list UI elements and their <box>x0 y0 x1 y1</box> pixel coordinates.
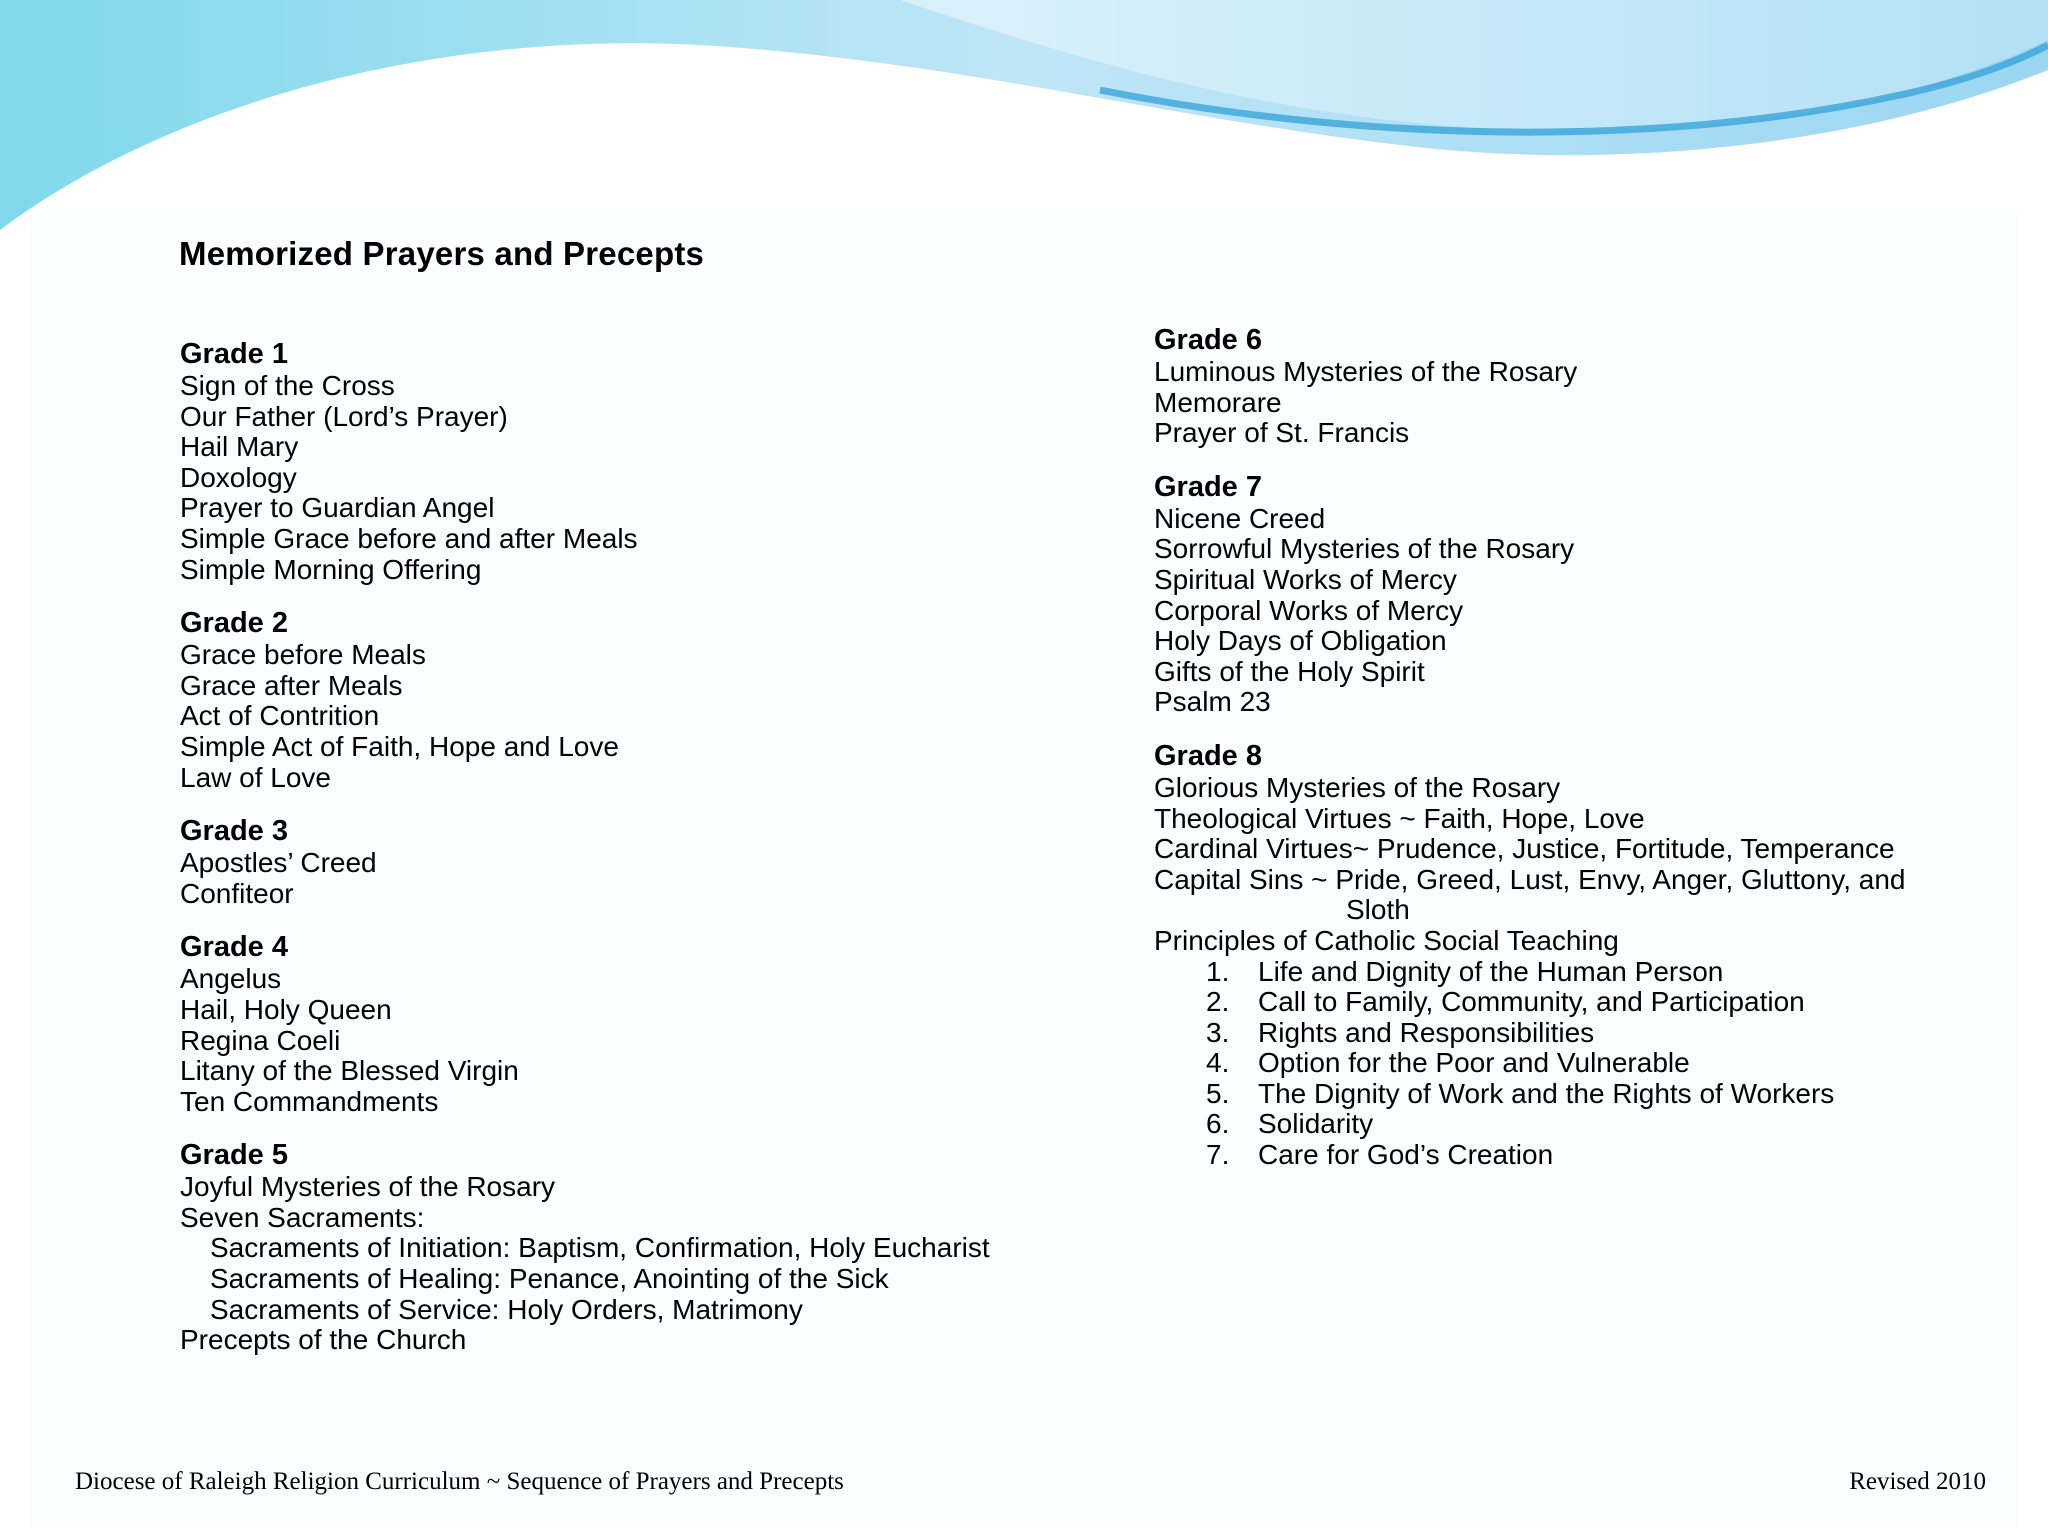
principle-item <box>1154 1048 1906 1079</box>
principle-text: Care for God’s Creation <box>1258 1139 1554 1171</box>
list-item: Apostles’ Creed <box>180 847 377 879</box>
principle-number: 3. <box>1206 1016 1230 1048</box>
principle-item <box>1154 1109 1906 1140</box>
list-item: Hail, Holy Queen <box>180 993 392 1025</box>
list-item: Doxology <box>180 461 297 493</box>
principles-heading: Principles of Catholic Social Teaching <box>1154 924 1619 956</box>
grade-5-heading: Grade 5 <box>180 1139 288 1172</box>
grade-2-section <box>180 607 990 793</box>
list-item: Simple Act of Faith, Hope and Love <box>180 730 619 762</box>
list-item: Ten Commandments <box>180 1085 439 1117</box>
principle-number: 5. <box>1206 1077 1230 1109</box>
list-item: Holy Days of Obligation <box>1154 625 1447 657</box>
header-wave-decoration <box>0 0 2048 240</box>
list-item: Nicene Creed <box>1154 502 1326 534</box>
grade-6-section <box>1154 324 1906 449</box>
list-item: Capital Sins ~ Pride, Greed, Lust, Envy, Anger, Gluttony, and <box>1154 863 1906 895</box>
principle-text: Option for the Poor and Vulnerable <box>1258 1047 1690 1079</box>
list-item: Sorrowful Mysteries of the Rosary <box>1154 533 1575 565</box>
list-item: Angelus <box>180 963 282 995</box>
principle-number: 2. <box>1206 986 1230 1018</box>
list-item: Sign of the Cross <box>180 370 395 401</box>
list-item: Seven Sacraments: <box>180 1201 425 1233</box>
grade-2-heading: Grade 2 <box>180 607 288 640</box>
page-title: Memorized Prayers and Precepts <box>179 235 705 272</box>
grade-8-section <box>1154 740 1906 1171</box>
list-item: Grace before Meals <box>180 639 426 671</box>
grade-5-section <box>180 1139 990 1356</box>
grade-3-heading: Grade 3 <box>180 815 288 848</box>
list-item: Luminous Mysteries of the Rosary <box>1154 356 1578 387</box>
grade-7-heading: Grade 7 <box>1154 470 1262 503</box>
principle-text: Rights and Responsibilities <box>1258 1016 1595 1048</box>
list-item: Our Father (Lord’s Prayer) <box>180 400 508 432</box>
principle-number: 1. <box>1206 955 1230 987</box>
list-item: Confiteor <box>180 877 294 909</box>
principle-item <box>1154 957 1906 988</box>
grade-3-section <box>180 815 990 909</box>
list-item: Simple Grace before and after Meals <box>180 522 638 554</box>
principle-item <box>1154 1079 1906 1110</box>
list-item: Precepts of the Church <box>180 1324 467 1356</box>
grade-4-heading: Grade 4 <box>180 931 288 964</box>
list-item: Litany of the Blessed Virgin <box>180 1055 519 1087</box>
principle-text: The Dignity of Work and the Rights of Workers <box>1258 1077 1835 1109</box>
list-item: Prayer of St. Francis <box>1154 417 1410 449</box>
principle-item <box>1154 987 1906 1018</box>
principle-text: Call to Family, Community, and Participation <box>1258 986 1805 1018</box>
grade-4-section <box>180 931 990 1117</box>
principle-text: Life and Dignity of the Human Person <box>1258 955 1724 987</box>
list-item: Spiritual Works of Mercy <box>1154 563 1457 595</box>
list-item: Memorare <box>1154 386 1282 418</box>
footer-left-text: Diocese of Raleigh Religion Curriculum ~ Sequence of Prayers and Precepts <box>75 1468 844 1495</box>
list-item: Joyful Mysteries of the Rosary <box>180 1171 556 1203</box>
list-item: Law of Love <box>180 761 331 793</box>
list-item: Cardinal Virtues~ Prudence, Justice, Fortitude, Temperance <box>1154 833 1895 865</box>
principle-item <box>1154 1018 1906 1049</box>
principle-text: Solidarity <box>1258 1108 1374 1140</box>
list-item: Prayer to Guardian Angel <box>180 492 495 524</box>
list-item-continuation: Sloth <box>1346 894 1410 926</box>
sacrament-sub-item: Sacraments of Initiation: Baptism, Confirmation, Holy Eucharist <box>210 1232 990 1264</box>
principle-item <box>1154 1140 1906 1171</box>
principle-number: 6. <box>1206 1108 1230 1140</box>
sacrament-sub-item: Sacraments of Service: Holy Orders, Matrimony <box>210 1293 803 1325</box>
list-item: Corporal Works of Mercy <box>1154 594 1464 626</box>
list-item: Regina Coeli <box>180 1024 341 1056</box>
principle-number: 4. <box>1206 1047 1230 1079</box>
grade-1-heading: Grade 1 <box>180 338 288 370</box>
list-item: Act of Contrition <box>180 700 380 732</box>
left-column <box>180 338 990 1378</box>
list-item: Theological Virtues ~ Faith, Hope, Love <box>1154 802 1645 834</box>
grade-6-heading: Grade 6 <box>1154 324 1262 356</box>
list-item: Grace after Meals <box>180 669 403 701</box>
right-column <box>1154 324 1906 1193</box>
principle-number: 7. <box>1206 1139 1230 1171</box>
list-item: Gifts of the Holy Spirit <box>1154 655 1425 687</box>
grade-1-section <box>180 338 990 585</box>
footer-revision-text: Revised 2010 <box>1849 1468 1986 1495</box>
list-item: Hail Mary <box>180 431 299 463</box>
grade-7-section <box>1154 471 1906 718</box>
list-item: Simple Morning Offering <box>180 553 482 585</box>
sacrament-sub-item: Sacraments of Healing: Penance, Anointing of the Sick <box>210 1263 889 1295</box>
list-item: Psalm 23 <box>1154 686 1271 718</box>
list-item: Glorious Mysteries of the Rosary <box>1154 771 1561 803</box>
grade-8-heading: Grade 8 <box>1154 739 1262 772</box>
